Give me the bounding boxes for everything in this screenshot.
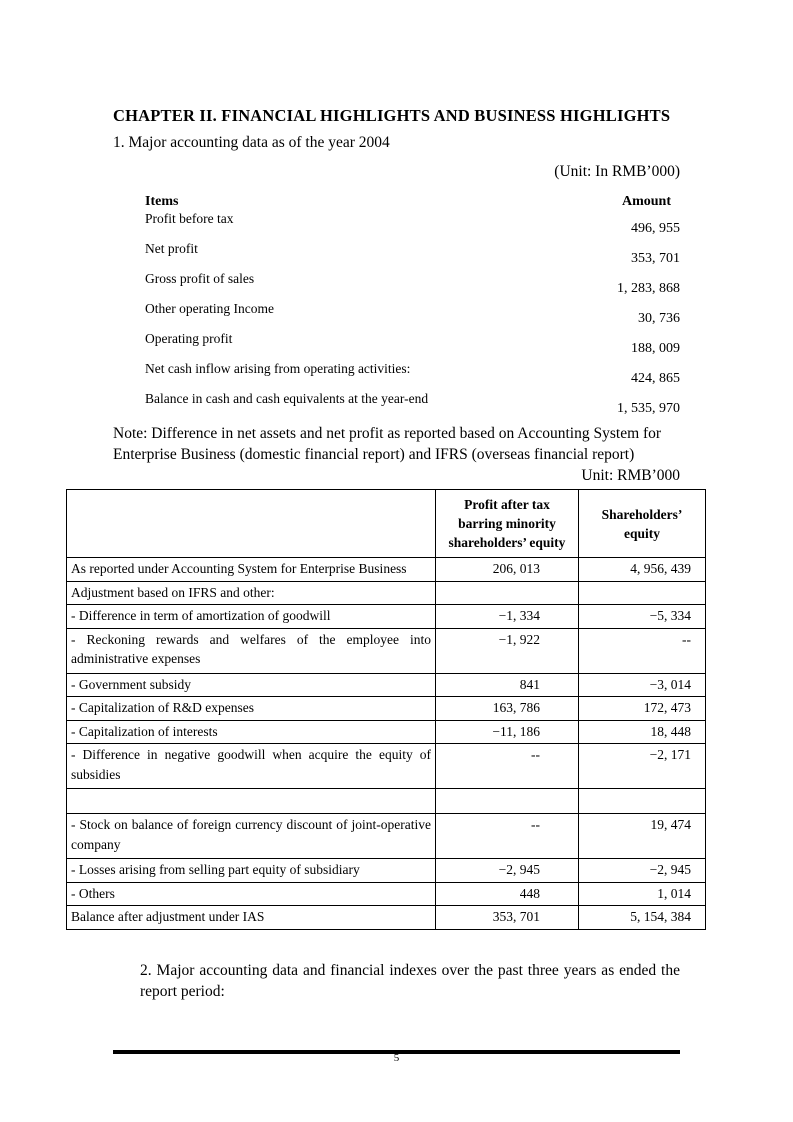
profit-cell: 841	[436, 673, 579, 697]
chapter-title: CHAPTER II. FINANCIAL HIGHLIGHTS AND BUSINESS HIGHLIGHTS	[113, 106, 671, 125]
equity-cell: 172, 473	[579, 697, 706, 721]
profit-cell: 163, 786	[436, 697, 579, 721]
row-label: Adjustment based on IFRS and other:	[67, 581, 436, 605]
equity-cell: −2, 171	[579, 744, 706, 789]
accounting-row	[145, 330, 680, 360]
row-label: - Difference in term of amortization of goodwill	[67, 605, 436, 629]
item-amount: 188, 009	[631, 341, 680, 356]
row-label: - Others	[67, 882, 436, 906]
table-row	[67, 859, 706, 883]
header-line: equity	[623, 525, 660, 541]
profit-cell: −2, 945	[436, 859, 579, 883]
item-amount: 1, 535, 970	[617, 401, 680, 416]
accounting-row	[145, 390, 680, 420]
accounting-row	[145, 210, 680, 240]
section2-heading: 2. Major accounting data and financial indexes over the past three years as ended the report period:	[140, 961, 680, 1000]
table-row	[67, 814, 706, 859]
table-header-row	[67, 490, 706, 558]
item-amount: 496, 955	[631, 221, 680, 236]
accounting-list-header	[145, 193, 680, 210]
header-line: Shareholders’	[601, 506, 683, 522]
item-amount: 353, 701	[631, 251, 680, 266]
ifrs-table-wrapper	[66, 489, 705, 930]
equity-cell: 1, 014	[579, 882, 706, 906]
row-label: - Difference in negative goodwill when acquire the equity of subsidies	[67, 744, 436, 789]
profit-cell	[436, 581, 579, 605]
section1-heading: 1. Major accounting data as of the year 2004	[113, 134, 390, 151]
item-amount: 30, 736	[638, 311, 680, 326]
row-label: - Government subsidy	[67, 673, 436, 697]
row-label	[67, 789, 436, 814]
item-label: Other operating Income	[145, 301, 274, 316]
page-number: 5	[393, 1052, 400, 1064]
accounting-row	[145, 240, 680, 270]
equity-cell: −2, 945	[579, 859, 706, 883]
header-line: barring minority	[458, 516, 556, 531]
equity-cell	[579, 789, 706, 814]
equity-cell	[579, 581, 706, 605]
profit-cell: 448	[436, 882, 579, 906]
page-content	[71, 106, 691, 1003]
profit-cell: −1, 334	[436, 605, 579, 629]
item-label: Balance in cash and cash equivalents at the year-end	[145, 391, 429, 406]
item-amount: 1, 283, 868	[617, 281, 680, 296]
row-label: As reported under Accounting System for Enterprise Business	[67, 558, 436, 582]
items-column-header: Items	[145, 194, 179, 209]
equity-cell: 18, 448	[579, 720, 706, 744]
header-line: Profit after tax	[464, 497, 550, 512]
unit-note-2: Unit: RMB’000	[581, 467, 680, 484]
equity-cell: −3, 014	[579, 673, 706, 697]
equity-cell: −5, 334	[579, 605, 706, 629]
profit-cell: −1, 922	[436, 628, 579, 673]
accounting-row	[145, 360, 680, 390]
table-row	[67, 697, 706, 721]
unit-note-1: (Unit: In RMB’000)	[554, 163, 680, 180]
table-row	[67, 906, 706, 930]
accounting-row	[145, 300, 680, 330]
equity-cell: 4, 956, 439	[579, 558, 706, 582]
table-row	[67, 605, 706, 629]
profit-cell: --	[436, 744, 579, 789]
table-row	[67, 720, 706, 744]
row-label: - Stock on balance of foreign currency discount of joint-operative company	[67, 814, 436, 859]
equity-column-header	[579, 490, 706, 558]
item-amount: 424, 865	[631, 371, 680, 386]
table-row	[67, 628, 706, 673]
accounting-data-list	[145, 193, 680, 420]
item-label: Gross profit of sales	[145, 271, 255, 286]
amount-column-header: Amount	[621, 194, 671, 209]
row-label: - Capitalization of R&D expenses	[67, 697, 436, 721]
profit-cell: 206, 013	[436, 558, 579, 582]
profit-column-header	[436, 490, 579, 558]
equity-cell: 5, 154, 384	[579, 906, 706, 930]
empty-header-cell	[67, 490, 436, 558]
table-row-empty	[67, 789, 706, 814]
item-label: Net cash inflow arising from operating activities:	[145, 361, 411, 376]
item-label: Net profit	[145, 241, 198, 256]
header-line: shareholders’ equity	[448, 535, 566, 550]
table-row	[67, 558, 706, 582]
profit-cell	[436, 789, 579, 814]
item-label: Profit before tax	[145, 211, 234, 226]
profit-cell: --	[436, 814, 579, 859]
row-label: - Capitalization of interests	[67, 720, 436, 744]
profit-cell: −11, 186	[436, 720, 579, 744]
ifrs-adjustment-table	[66, 489, 706, 930]
note-paragraph: Note: Difference in net assets and net profit as reported based on Accounting System for Enterprise Business (domestic financial report) and IFRS (overseas financial report)	[113, 425, 662, 463]
table-row	[67, 882, 706, 906]
table-row	[67, 673, 706, 697]
row-label: - Reckoning rewards and welfares of the employee into administrative expenses	[67, 628, 436, 673]
profit-cell: 353, 701	[436, 906, 579, 930]
item-label: Operating profit	[145, 331, 233, 346]
accounting-row	[145, 270, 680, 300]
equity-cell: --	[579, 628, 706, 673]
row-label: Balance after adjustment under IAS	[67, 906, 436, 930]
table-row	[67, 744, 706, 789]
equity-cell: 19, 474	[579, 814, 706, 859]
row-label: - Losses arising from selling part equity of subsidiary	[67, 859, 436, 883]
table-row	[67, 581, 706, 605]
